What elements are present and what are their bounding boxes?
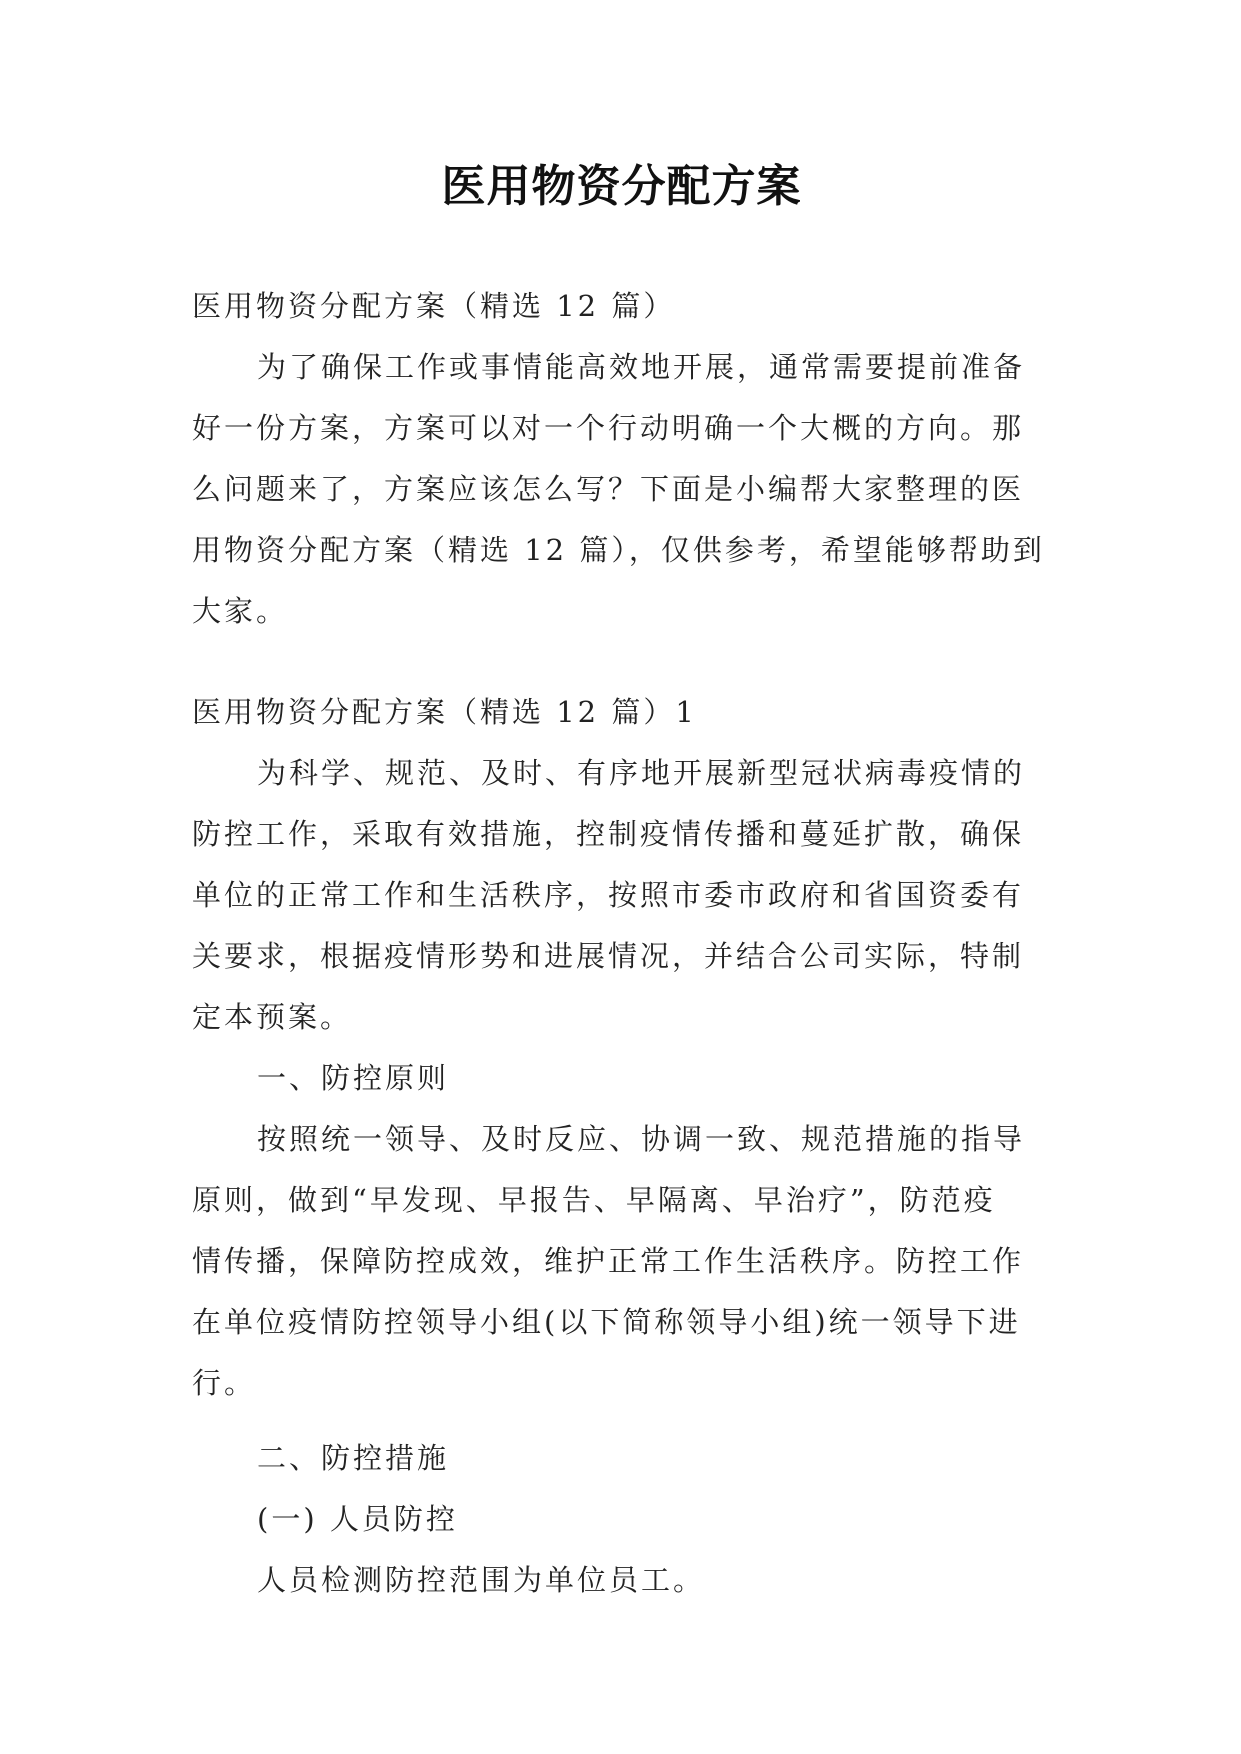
paragraph-line: 在单位疫情防控领导小组(以下简称领导小组)统一领导下进 (192, 1305, 1021, 1339)
paragraph-line: 原则，做到“早发现、早报告、早隔离、早治疗”，防范疫 (192, 1183, 996, 1217)
intro-line: 为了确保工作或事情能高效地开展，通常需要提前准备 (257, 350, 1026, 384)
personnel-heading: (一) 人员防控 (257, 1502, 458, 1536)
personnel-line: 人员检测防控范围为单位员工。 (257, 1563, 706, 1597)
principle-heading: 一、防控原则 (257, 1061, 450, 1095)
paragraph-line: 行。 (192, 1366, 257, 1400)
paragraph-line: 情传播，保障防控成效，维护正常工作生活秩序。防控工作 (192, 1244, 1025, 1278)
intro-line: 大家。 (192, 594, 289, 628)
intro-line: 好一份方案，方案可以对一个行动明确一个大概的方向。那 (192, 411, 1025, 445)
intro-line: 用物资分配方案（精选 12 篇），仅供参考，希望能够帮助到 (192, 533, 1045, 567)
document-title: 医用物资分配方案 (441, 161, 802, 212)
intro-paragraph (192, 337, 1051, 642)
paragraph-line: 定本预案。 (192, 1000, 353, 1034)
document-subtitle: 医用物资分配方案（精选 12 篇） (192, 289, 676, 323)
paragraph-line: 单位的正常工作和生活秩序，按照市委市政府和省国资委有 (192, 878, 1025, 912)
measures-heading: 二、防控措施 (257, 1441, 450, 1475)
principle-paragraph (192, 1109, 1051, 1414)
intro-line: 么问题来了，方案应该怎么写？下面是小编帮大家整理的医 (192, 472, 1025, 506)
paragraph-line: 按照统一领导、及时反应、协调一致、规范措施的指导 (257, 1122, 1026, 1156)
section-heading: 医用物资分配方案（精选 12 篇）1 (192, 695, 697, 729)
paragraph-line: 防控工作，采取有效措施，控制疫情传播和蔓延扩散，确保 (192, 817, 1025, 851)
paragraph-line: 为科学、规范、及时、有序地开展新型冠状病毒疫情的 (257, 756, 1026, 790)
paragraph-line: 关要求，根据疫情形势和进展情况，并结合公司实际，特制 (192, 939, 1025, 973)
section1-paragraph (192, 743, 1051, 1048)
